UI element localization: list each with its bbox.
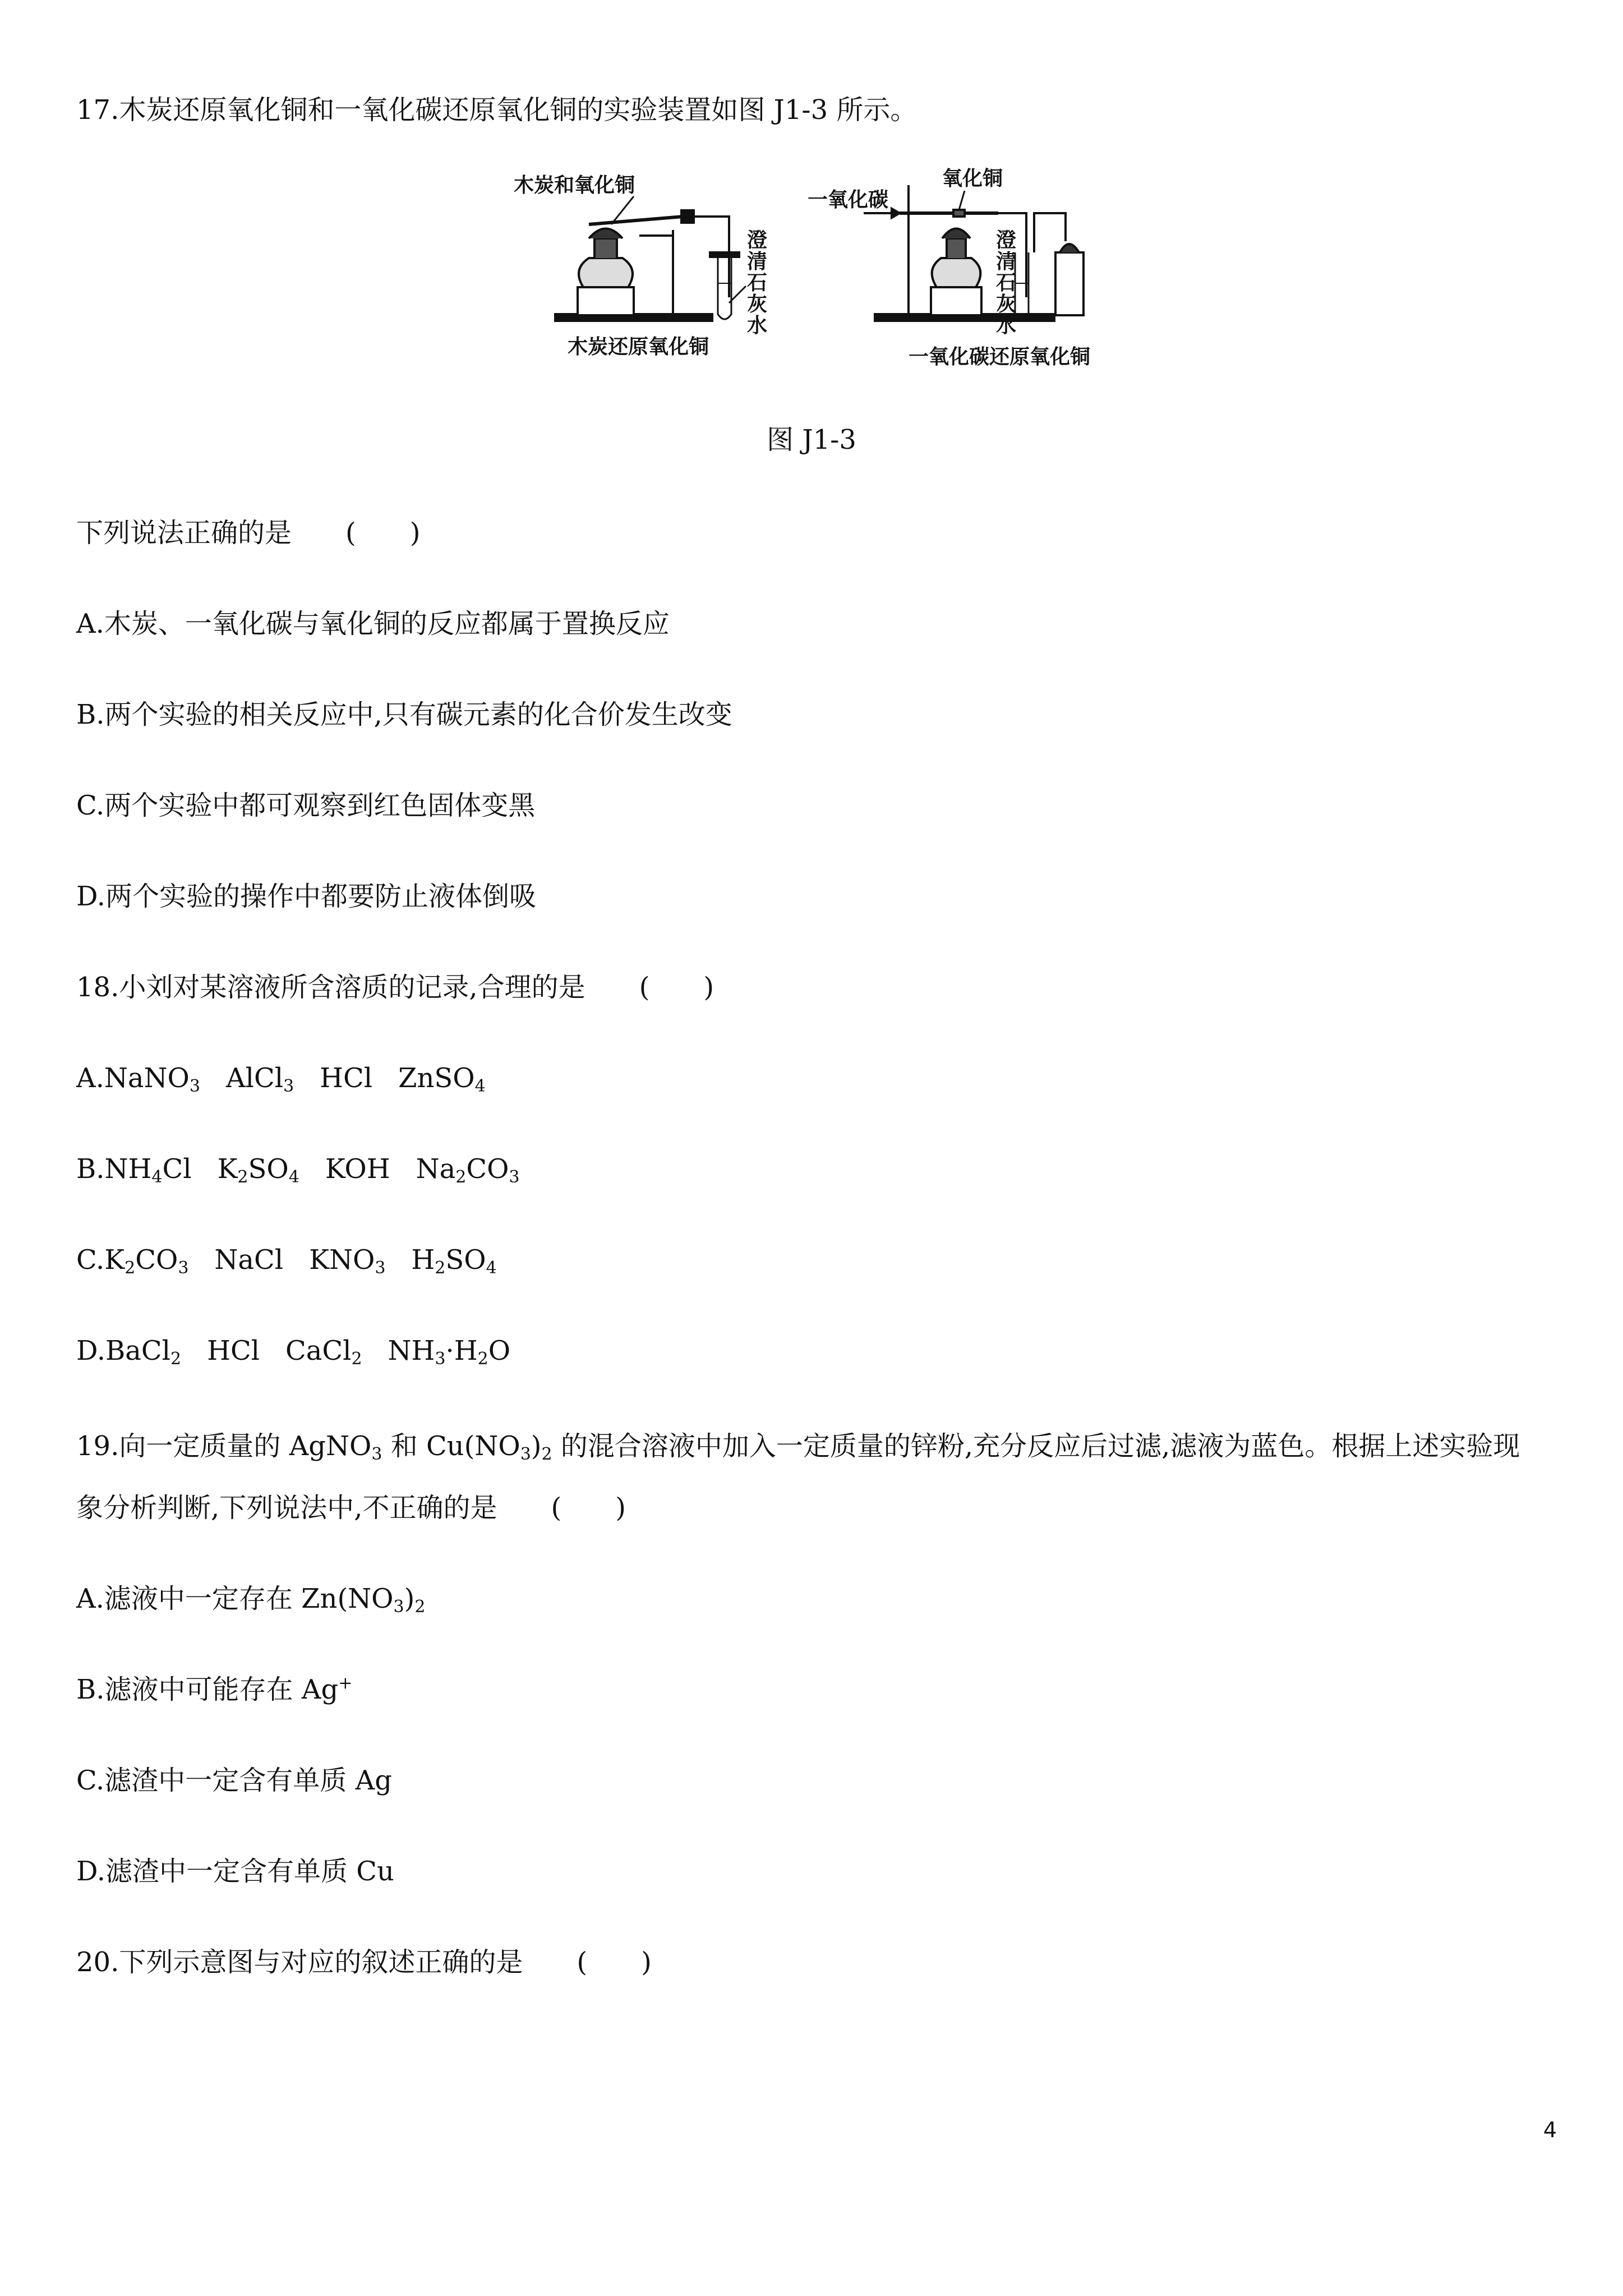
- q19-stem-sub1: 3: [371, 1444, 382, 1464]
- q20-answer-paren: ( ): [577, 1947, 652, 1978]
- right-label-side: [996, 229, 1016, 337]
- q17-question: [76, 515, 420, 551]
- q19-stem-part3: ): [531, 1430, 542, 1462]
- q19-b-part1: B.滤液中可能存在 Ag: [76, 1674, 339, 1705]
- q18-d-f4b: ·H: [445, 1335, 478, 1366]
- q18-c-f1-sub2: 3: [178, 1258, 189, 1278]
- q19-answer-paren: ( ): [551, 1492, 626, 1524]
- q18-answer-paren: ( ): [639, 972, 714, 1003]
- q18-option-a: [76, 1060, 486, 1096]
- right-side-char-1: 澄: [996, 229, 1017, 252]
- q18-b-f3: KOH: [325, 1153, 390, 1185]
- q19-stem-sub2: 3: [520, 1444, 531, 1464]
- q19-stem-part1: 19.向一定质量的 AgNO: [76, 1430, 372, 1462]
- q18-c-f1-sub1: 2: [125, 1258, 136, 1278]
- q18-b-f2-sub1: 2: [237, 1167, 248, 1187]
- q19-option-c: C.滤渣中一定含有单质 Ag: [76, 1765, 392, 1796]
- q19-stem-part4: 的混合溶液中加入一定质量的锌粉,充分反应后过滤,滤液为蓝色。根据上述实验现: [552, 1430, 1520, 1462]
- q20-stem-text: 20.下列示意图与对应的叙述正确的是: [76, 1947, 523, 1978]
- q19-stem-line2: [76, 1490, 626, 1526]
- q18-a-f2: AlCl: [225, 1062, 284, 1094]
- q19-stem2-text: 象分析判断,下列说法中,不正确的是: [76, 1492, 497, 1524]
- right-apparatus: [864, 185, 1083, 321]
- q18-b-f2-sub2: 4: [288, 1167, 299, 1187]
- q18-a-f2-sub: 3: [283, 1076, 294, 1096]
- q18-b-f4-sub1: 2: [455, 1167, 467, 1187]
- q18-b-prefix: B.: [76, 1153, 105, 1185]
- q18-a-f4-sub: 4: [474, 1076, 486, 1096]
- q18-b-f4a: Na: [416, 1153, 456, 1185]
- q19-a-part1: A.滤液中一定存在 Zn(NO: [76, 1583, 394, 1614]
- q18-b-f2b: SO: [248, 1153, 289, 1185]
- q19-option-a: [76, 1581, 425, 1617]
- left-side-char-5: 水: [747, 314, 768, 337]
- q18-c-f4-sub1: 2: [435, 1258, 446, 1278]
- q17-stem: 17.木炭还原氧化铜和一氧化碳还原氧化铜的实验装置如图 J1-3 所示。: [76, 94, 917, 126]
- q18-b-f4b: CO: [466, 1153, 509, 1185]
- left-side-char-2: 清: [747, 250, 768, 273]
- q18-d-f4-sub2: 2: [477, 1349, 488, 1369]
- q18-c-f1a: K: [104, 1244, 125, 1276]
- right-side-char-2: 清: [996, 250, 1017, 273]
- q18-d-f4-sub1: 3: [435, 1349, 446, 1369]
- figure-caption: 图 J1-3: [767, 424, 856, 455]
- left-side-char-3: 石: [747, 272, 768, 295]
- right-caption: 一氧化碳还原氧化铜: [909, 346, 1091, 369]
- q18-option-b: [76, 1151, 520, 1187]
- q18-c-f4b: SO: [445, 1244, 486, 1276]
- q17-option-d: D.两个实验的操作中都要防止液体倒吸: [76, 881, 537, 912]
- q18-b-f1-sub: 4: [151, 1167, 163, 1187]
- q18-d-f4a: NH: [388, 1335, 435, 1366]
- q18-a-f1-sub: 3: [189, 1076, 200, 1096]
- right-label-top: 氧化铜: [942, 167, 1003, 190]
- q18-c-f3-sub: 3: [375, 1258, 386, 1278]
- q18-stem: [76, 969, 714, 1005]
- q18-a-prefix: A.: [76, 1062, 104, 1094]
- q18-b-f2a: K: [217, 1153, 238, 1185]
- q18-d-f3-sub: 2: [351, 1349, 362, 1369]
- left-side-char-4: 灰: [747, 293, 768, 316]
- q18-d-f1: BaCl: [105, 1335, 170, 1366]
- q18-d-f1-sub: 2: [170, 1349, 182, 1369]
- q18-c-f3: KNO: [309, 1244, 375, 1276]
- q18-c-f2: NaCl: [214, 1244, 284, 1276]
- right-side-char-4: 灰: [996, 293, 1017, 316]
- right-side-char-3: 石: [996, 272, 1017, 295]
- q18-b-f4-sub2: 3: [509, 1167, 520, 1187]
- q19-a-sub1: 3: [393, 1597, 404, 1617]
- q18-stem-text: 18.小刘对某溶液所含溶质的记录,合理的是: [76, 972, 585, 1003]
- q19-stem-part2: 和 Cu(NO: [382, 1430, 520, 1462]
- q19-option-d: D.滤渣中一定含有单质 Cu: [76, 1856, 394, 1887]
- right-label-gas: 一氧化碳: [808, 188, 889, 211]
- left-apparatus: [555, 210, 739, 321]
- q17-question-text: 下列说法正确的是: [76, 517, 292, 549]
- q18-b-f1b: Cl: [162, 1153, 192, 1185]
- left-label-top: 木炭和氧化铜: [514, 174, 635, 197]
- q19-stem-sub3: 2: [541, 1444, 552, 1464]
- left-side-char-1: 澄: [747, 229, 768, 252]
- q19-stem-line1: [76, 1428, 1520, 1464]
- q18-d-f4c: O: [488, 1335, 511, 1366]
- q17-option-a: A.木炭、一氧化碳与氧化铜的反应都属于置换反应: [76, 608, 670, 639]
- q19-a-part2: ): [404, 1583, 415, 1614]
- page-number: 4: [1543, 2118, 1557, 2142]
- q18-d-f2: HCl: [207, 1335, 260, 1366]
- q17-option-c: C.两个实验中都可观察到红色固体变黑: [76, 790, 536, 821]
- q18-c-prefix: C.: [76, 1244, 105, 1276]
- q18-option-c: [76, 1242, 497, 1278]
- q18-d-prefix: D.: [76, 1335, 106, 1366]
- q20-stem: [76, 1944, 652, 1980]
- left-label-side: [747, 229, 767, 337]
- q18-a-f4: ZnSO: [398, 1062, 475, 1094]
- q18-a-f1: NaNO: [104, 1062, 190, 1094]
- q19-b-sup: +: [338, 1673, 353, 1693]
- q18-c-f1b: CO: [135, 1244, 178, 1276]
- right-side-char-5: 水: [996, 314, 1017, 337]
- q18-d-f3: CaCl: [285, 1335, 352, 1366]
- left-caption: 木炭还原氧化铜: [568, 335, 709, 358]
- q18-c-f4-sub2: 4: [486, 1258, 497, 1278]
- q18-c-f4a: H: [411, 1244, 435, 1276]
- q17-option-b: B.两个实验的相关反应中,只有碳元素的化合价发生改变: [76, 699, 732, 730]
- q17-answer-paren: ( ): [345, 517, 421, 549]
- q18-b-f1a: NH: [104, 1153, 152, 1185]
- apparatus-figure: [505, 163, 1133, 381]
- q19-a-sub2: 2: [414, 1597, 426, 1617]
- q18-a-f3: HCl: [320, 1062, 373, 1094]
- q19-option-b: [76, 1672, 352, 1708]
- q18-option-d: [76, 1333, 510, 1369]
